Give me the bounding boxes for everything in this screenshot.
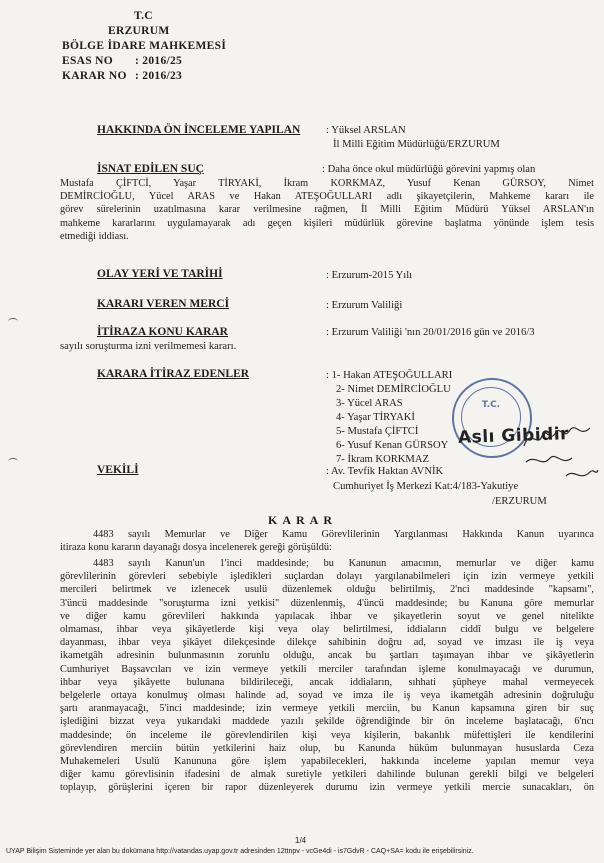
vekili-value: : Av. Tevfik Haktan AVNİK (326, 466, 444, 477)
isnat-line: Mustafa ÇİFTCİ, Yaşar TİRYAKİ, İkram KORKMAZ, Yusuf Kenan GÜRSOY, Nimet (60, 178, 594, 189)
karar-line: maddesinde; ön inceleme ile görevlendirilen kişi veya kişilerin, bakanlık müfettişleri ile kendilerini (60, 729, 594, 741)
itiraz-eden-3: 3- Yücel ARAS (336, 398, 403, 409)
itiraz-eden-2: 2- Nimet DEMİRCİOĞLU (336, 384, 451, 395)
isnat-paragraph (60, 177, 594, 243)
karar-line: mercileri belirtmek ve izlenecek usulü düzenlemek olduğu belirtilmiş, 2'nci maddesinde "kapsamı", (60, 584, 594, 596)
header-court: BÖLGE İDARE MAHKEMESİ (62, 40, 227, 52)
karar-line: ihbar veya şikâyette bulunana bildirileceği, ancak iddiaların, sıhhati şüpheye mahal vermeyecek (60, 676, 594, 688)
header-city: ERZURUM (108, 25, 170, 37)
karar-line: ve diğer kamu görevlileri hakkında yapılacak ihbar ve şikayetlerin soyut ve genel nitelikte (60, 610, 594, 622)
karar-no-value: : 2016/23 (135, 70, 183, 82)
page-number: 1/4 (295, 836, 307, 845)
esas-label: ESAS NO (62, 55, 113, 67)
header-tc: T.C (134, 10, 153, 22)
uyap-footer: UYAP Bilişim Sisteminde yer alan bu dokümana http://vatandas.uyap.gov.tr adresinden 12ttnpv - vcGe4di - is7GdvR - CAQ+SA= kodu ile erişebilirsiniz. (6, 848, 474, 855)
isnat-line: mahkeme kararlarını uygulamayarak adı geçen kişileri müdürlük görevine başlatma yönünde işlem tesis (60, 217, 594, 229)
karar-line: diğer kamu görevlisinin ifadesini de almak suretiyle yetkileri dahilinde bulunan gerekli bilgi ve belgeleri (60, 769, 594, 781)
punch-mark (8, 318, 18, 325)
itiraz-eden-4: 4- Yaşar TİRYAKİ (336, 412, 415, 423)
karar-line: şartı aranmayacağı, 5'inci maddesinde; izin vermeye yetkili merciin, bu Kanun kapsamına giren bir suç (60, 703, 594, 715)
esas-value: : 2016/25 (135, 55, 183, 67)
asli-gibidir-stamp: Aslı Gibidir (457, 424, 570, 448)
on-inceleme-value: : Yüksel ARSLAN (326, 125, 406, 136)
karar-line: Muhakemeleri Usulü Kanununa göre işlem yapabilecekleri, hakkında inceleme yapılan memur veya (60, 756, 594, 768)
karar-title: KARAR (268, 513, 337, 527)
isnat-line: etmediği iddiası. (60, 230, 129, 242)
on-inceleme-institution: İl Milli Eğitim Müdürlüğü/ERZURUM (333, 139, 500, 150)
karar-no-label: KARAR NO (62, 70, 127, 82)
official-seal-text: T.C. (481, 400, 501, 410)
karar-line: belgelerle ortaya konulmuş olması halinde ad, soyad ve imza ile iş veya ikametgâh adresinin doğruluğu (60, 690, 594, 702)
karar-paragraph-2 (60, 557, 594, 795)
isnat-line: görev sürelerinin uzatılmasına karar verilmesine rağmen, İl Milli Eğitim Müdürü Yüksel ARSLAN'ın (60, 204, 594, 216)
merci-label: KARARI VEREN MERCİ (97, 298, 230, 310)
karar-line: toplayıp, görüşlerini içeren bir rapor düzenleyerek durumu izin vermeye yetkili mercie sunacakları, ön (60, 782, 594, 794)
itiraz-eden-7: 7- İkram KORKMAZ (336, 454, 429, 465)
karar-line: dayanması, ihbar veya şikâyet dilekçesinde dilekçe sahibinin doğru ad, soyad ve imzası ile iş veya (60, 637, 594, 649)
itiraz-eden-5: 5- Mustafa ÇİFTCİ (336, 426, 419, 437)
karar-line: görevlendiren merciin bütün yetkilerini haiz olup, bu Kanunda hüküm bulunmayan hususlarda Ceza (60, 742, 594, 754)
karar-line: görevlilerinin görevleri sebebiyle işledikleri suçlardan dolayı yargılanabilmeleri için izin vermeye yetkili (60, 571, 594, 583)
on-inceleme-label: HAKKINDA ÖN İNCELEME YAPILAN (97, 124, 301, 136)
punch-mark (8, 458, 18, 465)
itiraza-value-2: sayılı soruşturma izni verilmemesi kararı. (60, 341, 237, 352)
karar-line: olmaması, ihbar veya şikâyetlerde kişi veya olay belirtilmesi, iddiaların ciddî bulgu ve belgelere (60, 624, 594, 636)
olay-value: : Erzurum-2015 Yılı (326, 270, 413, 281)
itiraz-eden-6: 6- Yusuf Kenan GÜRSOY (336, 440, 449, 451)
merci-value: : Erzurum Valiliği (326, 300, 403, 311)
vekili-address: Cumhuriyet İş Merkezi Kat:4/183-Yakutiye (333, 481, 519, 492)
itiraz-eden-1: : 1- Hakan ATEŞOĞULLARI (326, 370, 453, 381)
isnat-line: DEMİRCİOĞLU, Yücel ARAS ve Hakan ATEŞOĞULLARI adlı şikayetçilerin, Mahkeme kararı ile (60, 191, 594, 203)
karar-line: ikametgâh adresinin bulunmasının zorunlu olduğu, ancak bu şartları taşımayan ihbar ve şikâyetlerin (60, 650, 594, 662)
vekili-label: VEKİLİ (97, 464, 139, 476)
karar-paragraph-1 (60, 528, 594, 554)
itiraz-edenler-label: KARARA İTİRAZ EDENLER (97, 368, 250, 380)
isnat-label: İSNAT EDİLEN SUÇ (97, 163, 204, 175)
olay-label: OLAY YERİ VE TARİHİ (97, 268, 223, 280)
isnat-line-1: : Daha önce okul müdürlüğü görevini yapmış olan (322, 164, 536, 175)
itiraza-label: İTİRAZA KONU KARAR (97, 326, 228, 338)
itiraza-value: : Erzurum Valiliği 'nın 20/01/2016 gün ve 2016/3 (326, 327, 535, 338)
karar-line: Cumhuriyet Başsavcıları ve izin vermeye yetkili merciler tarafından işleme konulmayacağı ve durumun, (60, 663, 594, 675)
karar-line: 3'üncü maddesinde "soruşturma izni yetkisi" düzenlenmiş, 4'üncü maddesinde; bu Kanuna göre memurlar (60, 597, 594, 609)
karar-line: itiraza konu kararın dayanağı dosya incelenerek gereği görüşüldü: (60, 542, 332, 554)
vekili-city: /ERZURUM (492, 496, 547, 507)
karar-line: 4483 sayılı Memurlar ve Diğer Kamu Görevlilerinin Yargılanması Hakkında Kanun uyarınca (93, 529, 594, 540)
karar-line: işlediğini bizzat veya yukarıdaki maddede yazılı şekilde öğrendiğinde bir ön inceleme başlatacağı, 6'ncı (60, 716, 594, 728)
karar-line: 4483 sayılı Kanun'un 1'inci maddesinde; bu Kanunun amacının, memurlar ve diğer kamu (93, 558, 594, 569)
signature-mark (520, 418, 600, 488)
